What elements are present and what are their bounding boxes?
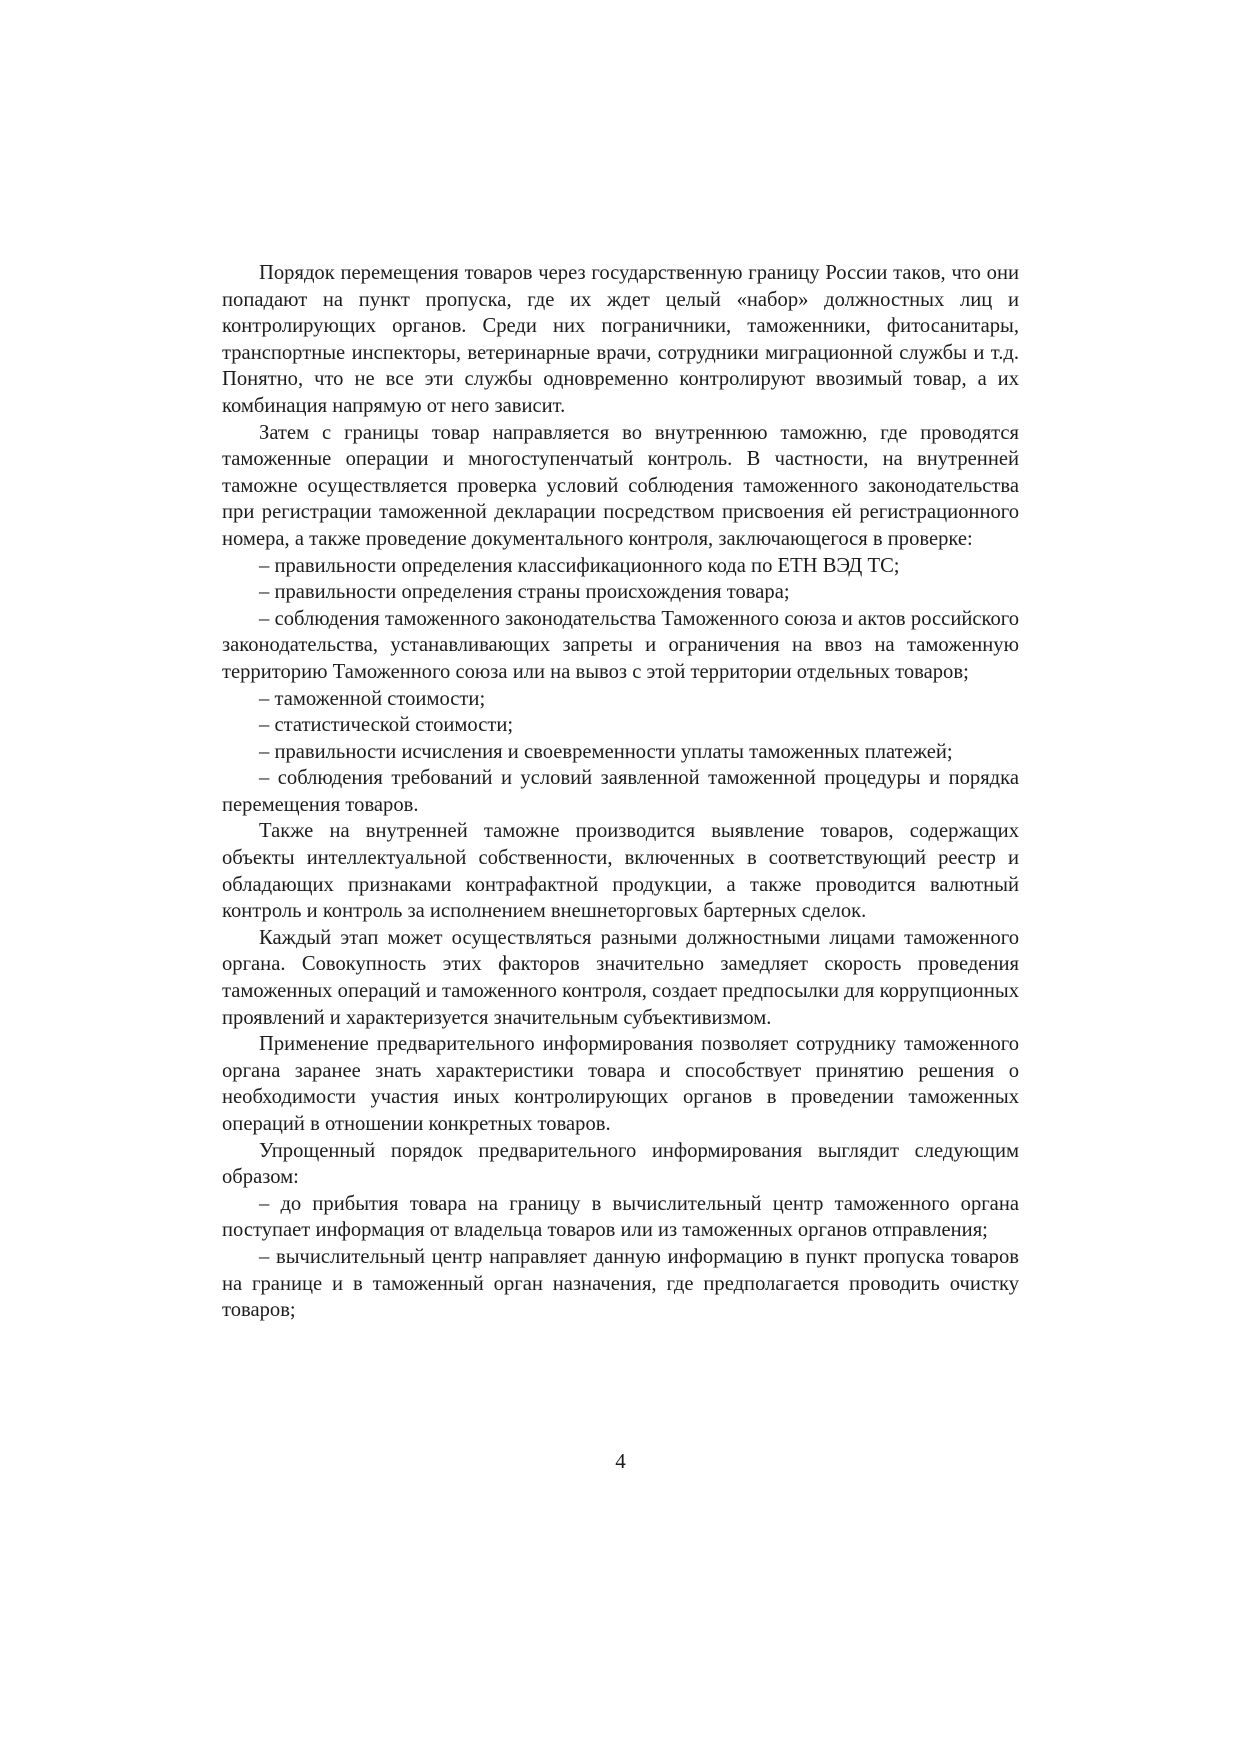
body-text: [222, 260, 1019, 1324]
list-item-legislation-compliance: – соблюдения таможенного законодательства Таможенного союза и актов российского законодательства, устанавливающих запреты и ограничения на ввоз на таможенную территорию Таможенного союза или на вывоз с этой территории отдельных товаров;: [222, 607, 1019, 683]
paragraph-stages: Каждый этап может осуществляться разными должностными лицами таможенного органа. Совокупность этих факторов значительно замедляет скорость проведения таможенных операций и таможенного контроля, создает предпосылки для коррупционных проявлений и характеризуется значительным субъективизмом.: [222, 926, 1019, 1029]
paragraph-border-crossing: Порядок перемещения товаров через государственную границу России таков, что они попадают на пункт пропуска, где их ждет целый «набор» должностных лиц и контролирующих органов. Среди них пограничники, таможенники, фитосанитары, транспортные инспекторы, ветеринарные врачи, сотрудники миграционной службы и т.д. Понятно, что не все эти службы одновременно контролируют ввозимый товар, а их комбинация напрямую от него зависит.: [222, 262, 1019, 417]
list-item-procedure-requirements: – соблюдения требований и условий заявленной таможенной процедуры и порядка перемещения товаров.: [222, 767, 1019, 816]
list-item-customs-payments: – правильности исчисления и своевременности уплаты таможенных платежей;: [259, 740, 953, 763]
list-item-statistical-value: – статистической стоимости;: [259, 714, 514, 737]
list-item-arrival-info: – до прибытия товара на границу в вычислительный центр таможенного органа поступает информация от владельца товаров или из таможенных органов отправления;: [222, 1192, 1019, 1242]
paragraph-preliminary-informing: Применение предварительного информирования позволяет сотруднику таможенного органа заранее знать характеристики товара и способствует принятию решения о необходимости участия иных контролирующих органов в проведении таможенных операций в отношении конкретных товаров.: [222, 1033, 1019, 1135]
list-item-customs-value: – таможенной стоимости;: [259, 687, 486, 710]
list-item-country-of-origin: – правильности определения страны происхождения товара;: [259, 581, 790, 604]
page-number: 4: [615, 1449, 626, 1473]
paragraph-simplified-procedure: Упрощенный порядок предварительного информирования выглядит следующим образом:: [222, 1139, 1019, 1189]
list-item-computing-center: – вычислительный центр направляет данную информацию в пункт пропуска товаров на границе и в таможенный орган назначения, где предполагается проводить очистку товаров;: [222, 1245, 1019, 1322]
paragraph-internal-customs: Затем с границы товар направляется во внутреннюю таможню, где проводятся таможенные операции и многоступенчатый контроль. В частности, на внутренней таможне осуществляется проверка условий соблюдения таможенного законодательства при регистрации таможенной декларации посредством присвоения ей регистрационного номера, а также проведение документального контроля, заключающегося в проверке:: [222, 421, 1019, 550]
list-item-classification-code: – правильности определения классификационного кода по ЕТН ВЭД ТС;: [259, 554, 900, 577]
paragraph-intellectual-property: Также на внутренней таможне производится выявление товаров, содержащих объекты интеллектуальной собственности, включенных в соответствующий реестр и обладающих признаками контрафактной продукции, а также проводится валютный контроль и контроль за исполнением внешнеторговых бартерных сделок.: [222, 820, 1019, 923]
